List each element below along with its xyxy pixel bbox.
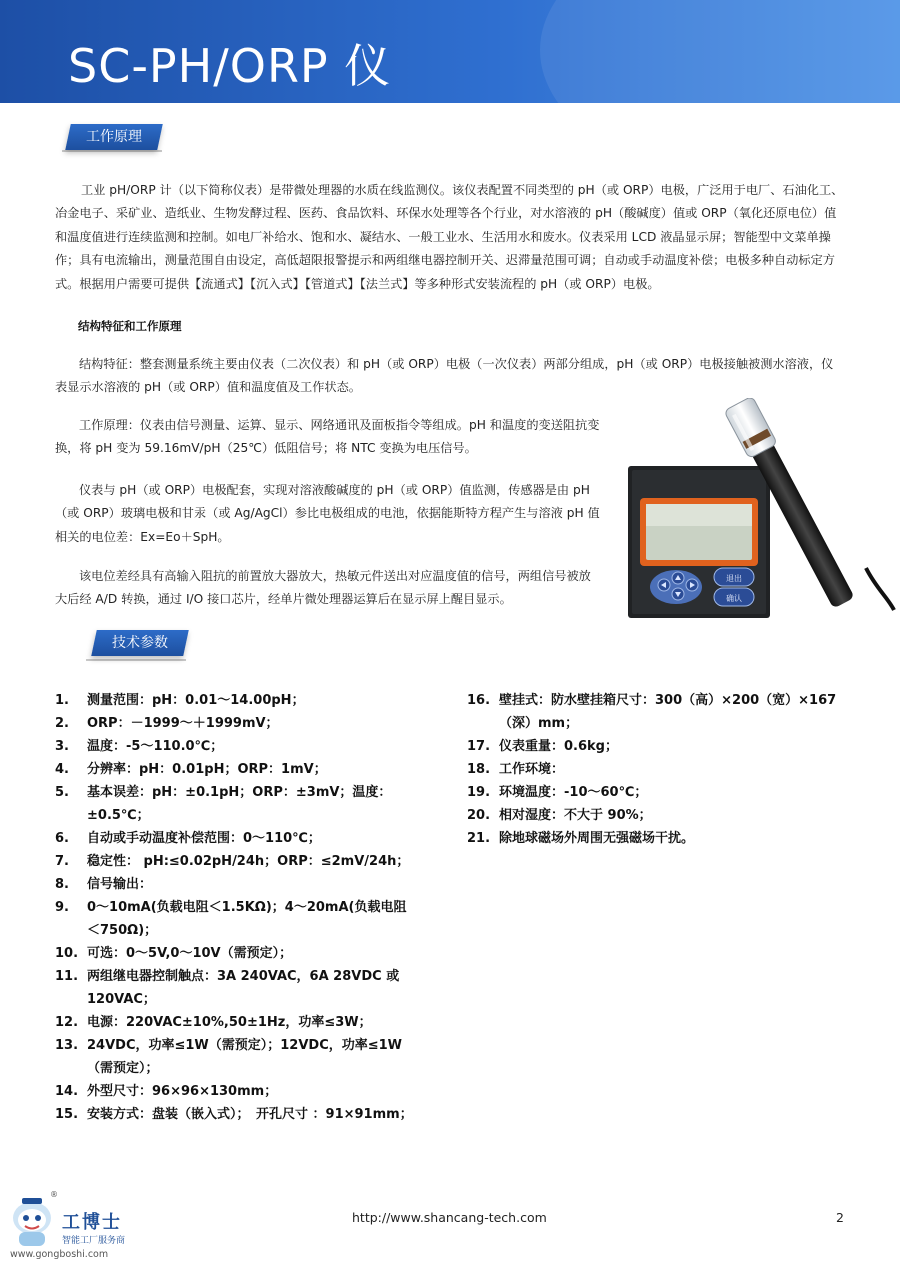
spec-item	[467, 781, 845, 804]
spec-text: 仪表重量：0.6kg；	[499, 739, 618, 754]
footer-url-link[interactable]: http://www.shancang-tech.com	[352, 1210, 547, 1225]
spec-text: 可选：0～5V,0～10V（需预定）；	[87, 946, 293, 961]
spec-item	[55, 712, 415, 735]
spec-number: 21.	[467, 831, 491, 846]
spec-item	[55, 965, 415, 1011]
amplify-paragraph: 该电位差经具有高输入阻抗的前置放大器放大，热敏元件送出对应温度值的信号，两组信号被放大后经 A/D 转换，通过 I/O 接口芯片，经单片微处理器运算后在显示屏上醒目显示。	[55, 569, 591, 607]
spec-text: 两组继电器控制触点：3A 240VAC，6A 28VDC 或120VAC；	[87, 969, 400, 1007]
spec-number: 11.	[55, 969, 79, 984]
spec-text: 外型尺寸：96×96×130mm；	[87, 1084, 278, 1099]
spec-text: 0～10mA(负载电阻＜1.5KΩ)；4～20mA(负载电阻＜750Ω)；	[87, 900, 407, 938]
spec-item	[55, 689, 415, 712]
spec-item	[55, 873, 415, 896]
spec-text: 除地球磁场外周围无强磁场干扰。	[499, 831, 695, 846]
spec-text: 安装方式：盘装（嵌入式）； 开孔尺寸 ：91×91mm；	[87, 1107, 413, 1122]
section-tag-label: 工作原理	[86, 129, 142, 145]
logo-url: www.gongboshi.com	[10, 1249, 109, 1260]
section-tag-label: 技术参数	[112, 635, 168, 651]
spec-number: 6.	[55, 831, 69, 846]
spec-number: 7.	[55, 854, 69, 869]
spec-item	[55, 1103, 415, 1126]
spec-text: 稳定性： pH:≤0.02pH/24h；ORP：≤2mV/24h；	[87, 854, 410, 869]
spec-number: 12.	[55, 1015, 79, 1030]
structure-paragraph: 结构特征：整套测量系统主要由仪表（二次仪表）和 pH（或 ORP）电极（一次仪表）两部分组成，pH（或 ORP）电极接触被测水溶液，仪表显示水溶液的 pH（或 ORP）值和温度值及工作状态。	[55, 357, 834, 395]
spec-text: 24VDC，功率≤1W（需预定）；12VDC，功率≤1W（需预定）；	[87, 1038, 403, 1076]
spec-item	[55, 758, 415, 781]
section-underline	[86, 659, 186, 661]
registered-mark: ®	[50, 1190, 58, 1199]
header-banner	[0, 0, 900, 103]
spec-number: 9.	[55, 900, 69, 915]
page-title: SC-PH/ORP 仪	[68, 39, 392, 93]
spec-number: 2.	[55, 716, 69, 731]
spec-item	[55, 735, 415, 758]
section-underline	[62, 150, 162, 152]
logo-subtitle: 智能工厂服务商	[62, 1236, 126, 1246]
spec-number: 19.	[467, 785, 491, 800]
spec-item	[55, 850, 415, 873]
spec-item	[467, 758, 845, 781]
principle-paragraph: 工作原理：仪表由信号测量、运算、显示、网络通讯及面板指令等组成。pH 和温度的变送阻抗变换，将 pH 变为 59.16mV/pH（25℃）低阻信号；将 NTC 变换为电压信号。	[55, 418, 600, 456]
confirm-button-label: 确认	[726, 594, 742, 603]
spec-number: 13.	[55, 1038, 79, 1053]
spec-item	[55, 781, 415, 827]
specs-list-left	[55, 689, 415, 1126]
spec-text: 测量范围：pH：0.01～14.00pH；	[87, 693, 305, 708]
spec-text: 电源：220VAC±10%,50±1Hz，功率≤3W；	[87, 1015, 372, 1030]
spec-number: 1.	[55, 693, 69, 708]
spec-text: 自动或手动温度补偿范围：0～110℃；	[87, 831, 321, 846]
spec-number: 15.	[55, 1107, 79, 1122]
spec-item	[55, 1011, 415, 1034]
intro-paragraph: 工业 pH/ORP 计（以下简称仪表）是带微处理器的水质在线监测仪。该仪表配置不同类型的 pH（或 ORP）电极，广泛用于电厂、石油化工、冶金电子、采矿业、造纸业、生物发酵过程、医药、食品饮料、环保水处理等各个行业，对水溶液的 pH（酸碱度）值或 ORP（氧化还原电位）值和温度值进行连续监测和控制。如电厂补给水、饱和水、凝结水、一般工业水、生活用水和废水。仪表采用 LCD 液晶显示屏；智能型中文菜单操作；具有电流输出，测量范围自由设定，高低超限报警提示和两组继电器控制开关、迟滞量范围可调；自动或手动温度补偿；电极多种自动标定方式。根据用户需要可提供【流通式】【沉入式】【管道式】【法兰式】等多种形式安装流程的 pH（或 ORP）电极。	[55, 183, 844, 291]
spec-item	[467, 689, 845, 735]
spec-number: 3.	[55, 739, 69, 754]
electrode-paragraph: 仪表与 pH（或 ORP）电极配套，实现对溶液酸碱度的 pH（或 ORP）值监测，传感器是由 pH（或 ORP）玻璃电极和甘汞（或 Ag/AgCl）参比电极组成的电池，依据能斯特方程产生与溶液 pH 值相关的电位差：Ex=Eo＋SpH。	[55, 483, 600, 544]
page-number: 2	[836, 1210, 844, 1225]
spec-text: ORP：－1999～＋1999mV；	[87, 716, 279, 731]
spec-item	[55, 942, 415, 965]
spec-number: 8.	[55, 877, 69, 892]
spec-item	[55, 1080, 415, 1103]
structure-heading: 结构特征和工作原理	[78, 319, 182, 333]
spec-number: 4.	[55, 762, 69, 777]
spec-text: 信号输出：	[87, 877, 153, 892]
spec-number: 17.	[467, 739, 491, 754]
spec-number: 14.	[55, 1084, 79, 1099]
spec-item	[467, 735, 845, 758]
spec-item	[467, 827, 845, 850]
section-tag-specs	[91, 630, 189, 656]
spec-number: 18.	[467, 762, 491, 777]
logo-name: 工博士	[62, 1212, 122, 1233]
product-image	[626, 398, 896, 624]
spec-item	[55, 1034, 415, 1080]
spec-text: 基本误差：pH：±0.1pH；ORP：±3mV；温度：±0.5℃；	[87, 785, 392, 823]
spec-number: 16.	[467, 693, 491, 708]
spec-text: 分辨率：pH：0.01pH；ORP：1mV；	[87, 762, 327, 777]
spec-item	[55, 896, 415, 942]
spec-text: 环境温度：-10～60℃；	[499, 785, 648, 800]
spec-number: 20.	[467, 808, 491, 823]
section-tag-principle	[65, 124, 163, 150]
spec-item	[467, 804, 845, 827]
exit-button-label: 退出	[726, 574, 742, 583]
spec-text: 工作环境：	[499, 762, 565, 777]
spec-item	[55, 827, 415, 850]
specs-list-right	[467, 689, 845, 850]
spec-number: 5.	[55, 785, 69, 800]
spec-text: 相对湿度：不大于 90%；	[499, 808, 652, 823]
spec-text: 温度：-5～110.0℃；	[87, 739, 224, 754]
spec-text: 壁挂式：防水壁挂箱尺寸：300（高）×200（宽）×167（深）mm；	[499, 693, 837, 731]
spec-number: 10.	[55, 946, 79, 961]
